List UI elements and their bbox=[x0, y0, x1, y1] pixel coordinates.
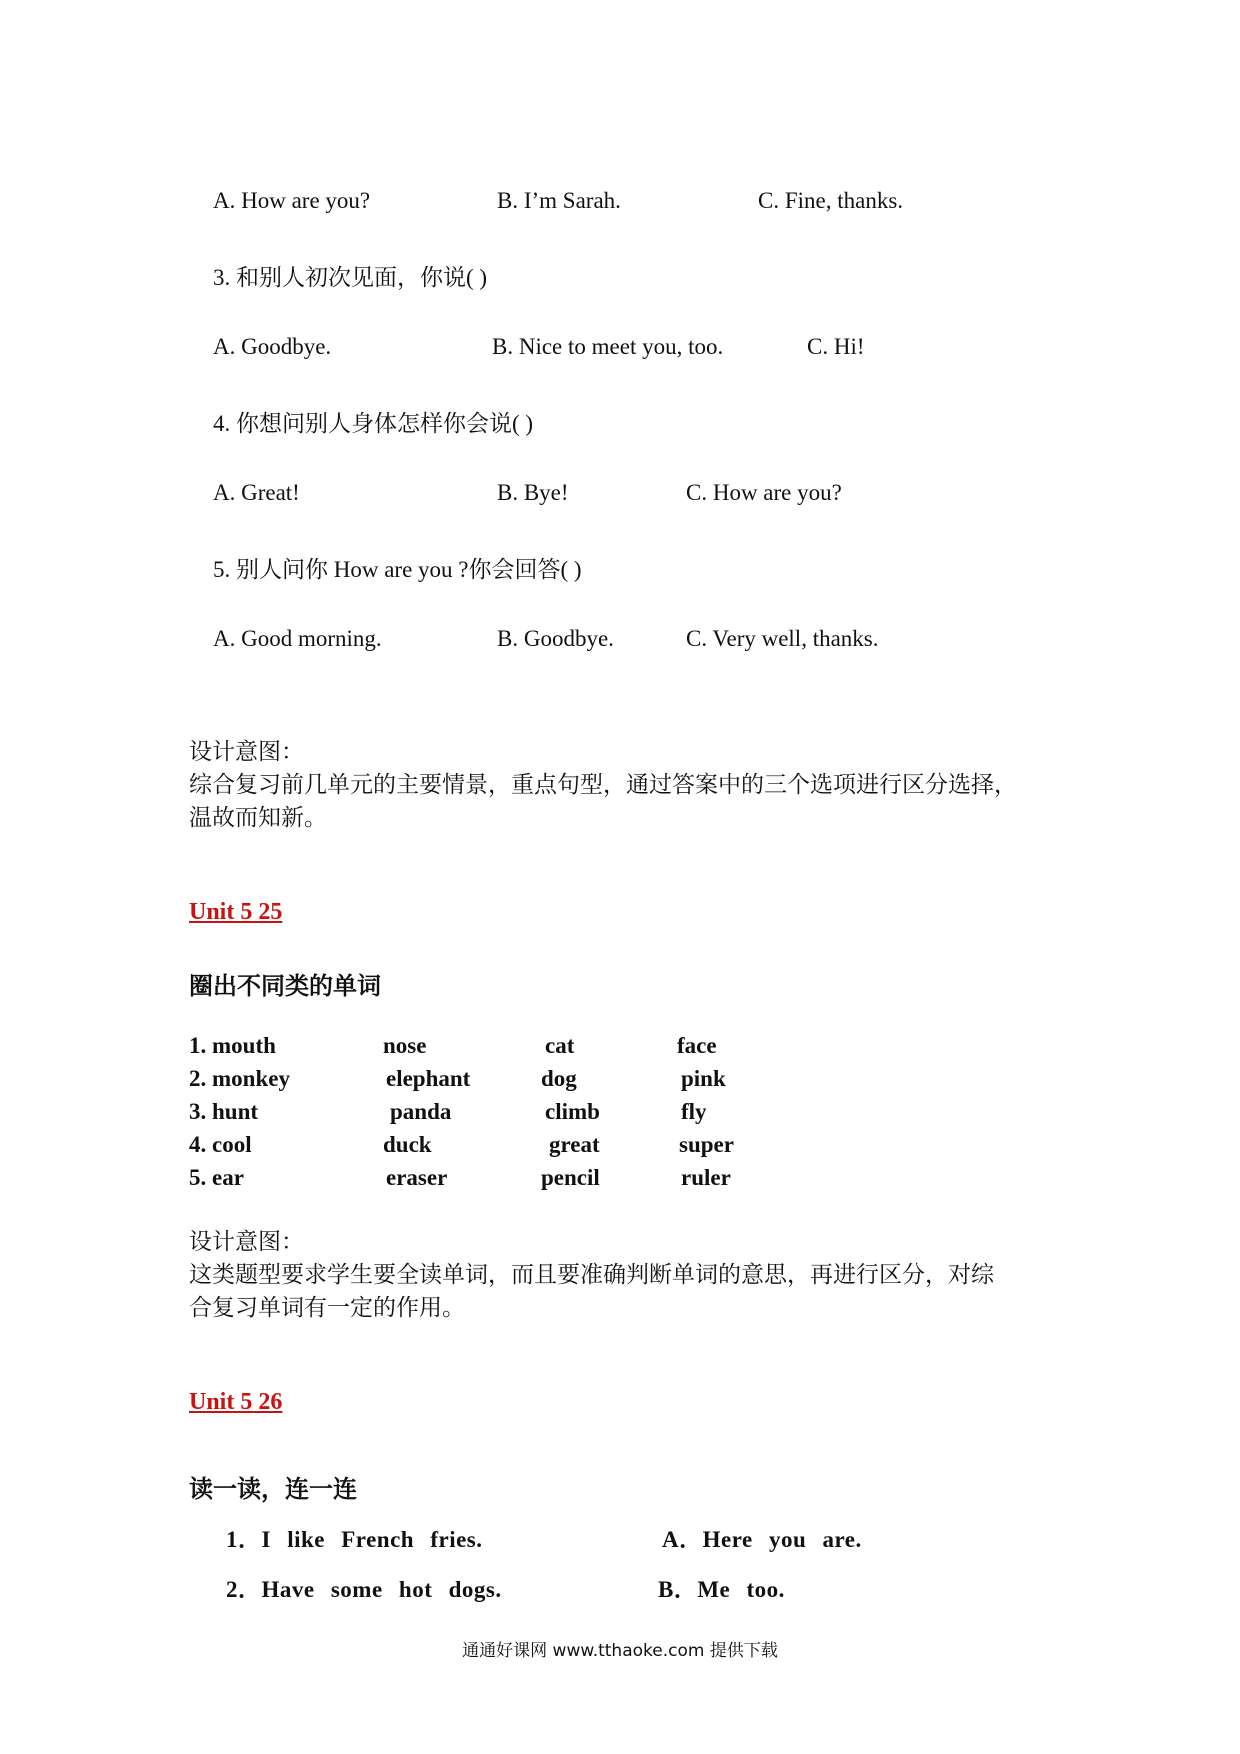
q3-option-b: B. Nice to meet you, too. bbox=[492, 334, 724, 359]
q5-option-c: C. Very well, thanks. bbox=[686, 626, 879, 651]
word-cell: duck bbox=[383, 1132, 432, 1157]
word-cell: ruler bbox=[681, 1165, 731, 1190]
word-cell: pink bbox=[681, 1066, 726, 1091]
match-right-item: B．Me too. bbox=[658, 1577, 785, 1602]
q4-question: 4. 你想问别人身体怎样你会说( ) bbox=[213, 411, 534, 436]
match-left-item: 2．Have some hot dogs. bbox=[226, 1577, 502, 1602]
q4-option-c: C. How are you? bbox=[686, 480, 842, 505]
word-cell: great bbox=[549, 1132, 600, 1157]
q5-option-b: B. Goodbye. bbox=[497, 626, 614, 651]
word-cell: 2. monkey bbox=[189, 1066, 290, 1091]
exercise-heading: 圈出不同类的单词 bbox=[189, 974, 381, 1000]
page-footer: 通通好课网 www.tthaoke.com 提供下载 bbox=[462, 1641, 778, 1661]
intent-line: 温故而知新。 bbox=[189, 805, 327, 830]
word-cell: panda bbox=[390, 1099, 452, 1124]
q3-option-c: C. Hi! bbox=[807, 334, 865, 359]
intent-label: 设计意图： bbox=[189, 1229, 304, 1254]
match-right-item: A．Here you are. bbox=[662, 1527, 862, 1552]
word-cell: dog bbox=[541, 1066, 577, 1091]
word-cell: 5. ear bbox=[189, 1165, 244, 1190]
word-cell: cat bbox=[545, 1033, 575, 1058]
word-cell: elephant bbox=[386, 1066, 471, 1091]
q4-option-b: B. Bye! bbox=[497, 480, 569, 505]
q2-option-c: C. Fine, thanks. bbox=[758, 188, 904, 213]
word-cell: pencil bbox=[541, 1165, 600, 1190]
word-cell: 1. mouth bbox=[189, 1033, 276, 1058]
word-cell: 3. hunt bbox=[189, 1099, 259, 1124]
word-cell: eraser bbox=[386, 1165, 448, 1190]
word-cell: fly bbox=[681, 1099, 707, 1124]
intent-line: 综合复习前几单元的主要情景，重点句型，通过答案中的三个选项进行区分选择， bbox=[189, 772, 1017, 797]
q2-option-b: B. I’m Sarah. bbox=[497, 188, 621, 213]
q5-option-a: A. Good morning. bbox=[213, 626, 382, 651]
intent-line: 这类题型要求学生要全读单词，而且要准确判断单词的意思，再进行区分，对综 bbox=[189, 1262, 994, 1287]
q3-option-a: A. Goodbye. bbox=[213, 334, 332, 359]
word-cell: 4. cool bbox=[189, 1132, 252, 1157]
q4-option-a: A. Great! bbox=[213, 480, 300, 505]
exercise-heading: 读一读，连一连 bbox=[189, 1477, 357, 1503]
match-left-item: 1．I like French fries. bbox=[226, 1527, 483, 1552]
intent-line: 合复习单词有一定的作用。 bbox=[189, 1295, 465, 1320]
word-cell: face bbox=[677, 1033, 717, 1058]
word-cell: nose bbox=[383, 1033, 427, 1058]
unit-title: Unit 5 26 bbox=[189, 1389, 283, 1415]
word-cell: super bbox=[679, 1132, 734, 1157]
q5-question: 5. 别人问你 How are you ?你会回答( ) bbox=[213, 557, 582, 582]
q3-question: 3. 和别人初次见面，你说( ) bbox=[213, 265, 488, 290]
q2-option-a: A. How are you? bbox=[213, 188, 371, 213]
intent-label: 设计意图： bbox=[189, 739, 304, 764]
unit-title: Unit 5 25 bbox=[189, 899, 283, 925]
word-cell: climb bbox=[545, 1099, 600, 1124]
